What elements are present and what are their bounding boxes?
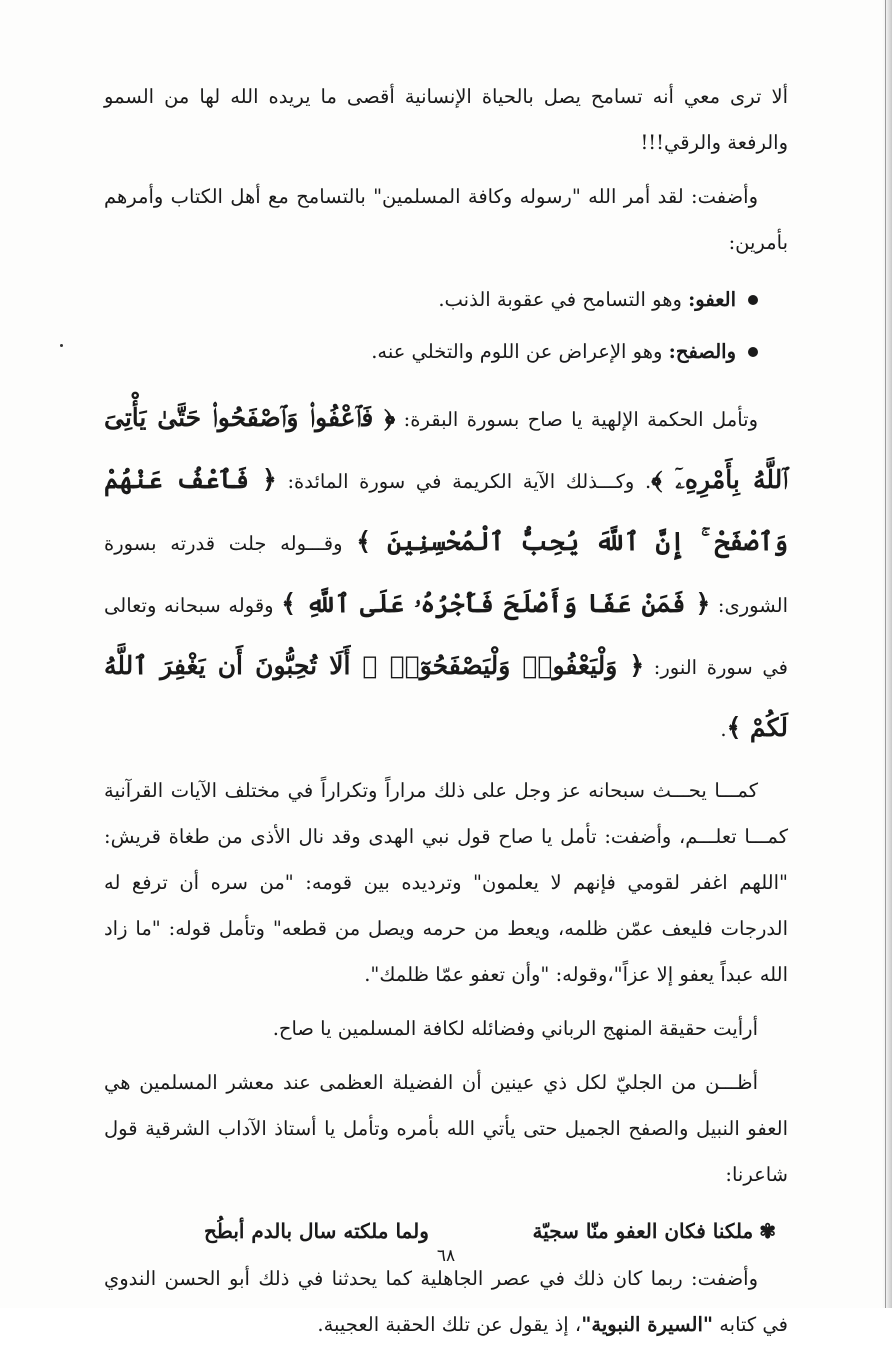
bullet-text: وهو الإعراض عن اللوم والتخلي عنه. (371, 340, 669, 363)
page-number: ٦٨ (436, 1246, 456, 1266)
bullet-list (104, 274, 788, 378)
paragraph-6 (104, 1256, 788, 1348)
scan-speck (60, 344, 63, 347)
bullet-term: والصفح: (668, 340, 736, 363)
quran-verses-paragraph (104, 388, 788, 760)
verse-intro-text: وقوله سبحانه وتعالى في سورة النور: (104, 594, 788, 679)
book-spine-shadow (882, 0, 892, 1308)
verse-maida: ﴿ فَٱعْفُ عَنْهُمْ وَٱصْفَحْ ۚ إِنَّ ٱللَّهَ يُحِبُّ ٱلْمُحْسِنِينَ ﴾ (104, 465, 788, 556)
verse-intro-text: وتأمل الحكمة الإلهية يا صاح بسورة البقرة: (395, 408, 758, 431)
paragraph-4: أرأيت حقيقة المنهج الرباني وفضائله لكافة المسلمين يا صاح. (272, 1017, 758, 1040)
flower-ornament-icon: ✾ (759, 1219, 776, 1243)
paragraph-6-text: وأضفت: ربما كان ذلك في عصر الجاهلية كما يحدثنا في ذلك أبو الحسن الندوي في كتابه (104, 1267, 788, 1336)
paragraph-2: وأضفت: لقد أمر الله "رسوله وكافة المسلمين" بالتسامح مع أهل الكتاب وأمرهم بأمرين: (104, 185, 788, 254)
verse-intro-text: . وكـــذلك الآية الكريمة في سورة المائدة: (276, 470, 652, 493)
bullet-item-forgiveness (104, 326, 758, 378)
verse-intro-text: وقـــوله جلت قدرته بسورة الشورى: (104, 532, 788, 617)
paragraph-5: أظـــن من الجليّ لكل ذي عينين أن الفضيلة العظمى عند معشر المسلمين هي العفو النبيل والصفح الجميل حتى يأتي الله بأمره وتأمل يا أستاذ الآداب الشرقية قول شاعرنا: (104, 1071, 788, 1186)
verse-end-text: . (720, 718, 727, 741)
poem-right-text: ملكنا فكان العفو منّا سجيّة (532, 1219, 754, 1243)
page-body (104, 74, 788, 1356)
book-title: "السيرة النبوية" (581, 1313, 714, 1336)
verse-shura: ﴿ فَمَنْ عَفَا وَأَصْلَحَ فَأَجْرُهُۥ عَلَى ٱللَّهِ ﴾ (281, 589, 711, 618)
poem-left-hemistich: ولما ملكته سال بالدم أبطُح (204, 1219, 429, 1243)
paragraph-1: ألا ترى معي أنه تسامح يصل بالحياة الإنسانية أقصى ما يريده الله لها من السمو والرفعة والرقي!!! (104, 85, 788, 154)
bullet-item-pardon (104, 274, 758, 326)
paragraph-3: كمـــا يحـــث سبحانه عز وجل على ذلك مراراً وتكراراً في مختلف الآيات القرآنية كمـــا تعلـــم، وأضفت: تأمل يا صاح قول نبي الهدى وقد نال الأذى من طغاة قريش: "اللهم اغفر لقومي فإنهم لا يعلمون" وترديده بين قومه: "من سره أن ترفع له الدرجات فليعف عمّن ظلمه، ويعط من حرمه ويصل من قطعه" وتأمل قوله: "ما زاد الله عبداً يعفو إلا عزاً"،وقوله: "وأن تعفو عمّا ظلمك". (104, 779, 788, 986)
verse-nur: ﴿ وَلْيَعْفُوا۟ وَلْيَصْفَحُوٓا۟ ۗ أَلَا تُحِبُّونَ أَن يَغْفِرَ ٱللَّهُ لَكُمْ ﴾ (104, 651, 788, 742)
bullet-term: العفو: (688, 288, 736, 311)
verse-baqara: ﴿ فَٱعْفُوا۟ وَٱصْفَحُوا۟ حَتَّىٰ يَأْتِىَ ٱللَّهُ بِأَمْرِهِۦٓ ﴾ (104, 403, 788, 494)
bullet-text: وهو التسامح في عقوبة الذنب. (438, 288, 689, 311)
paragraph-6-text-end: ، إذ يقول عن تلك الحقبة العجيبة. (317, 1313, 582, 1336)
book-spine-line (885, 0, 886, 1308)
